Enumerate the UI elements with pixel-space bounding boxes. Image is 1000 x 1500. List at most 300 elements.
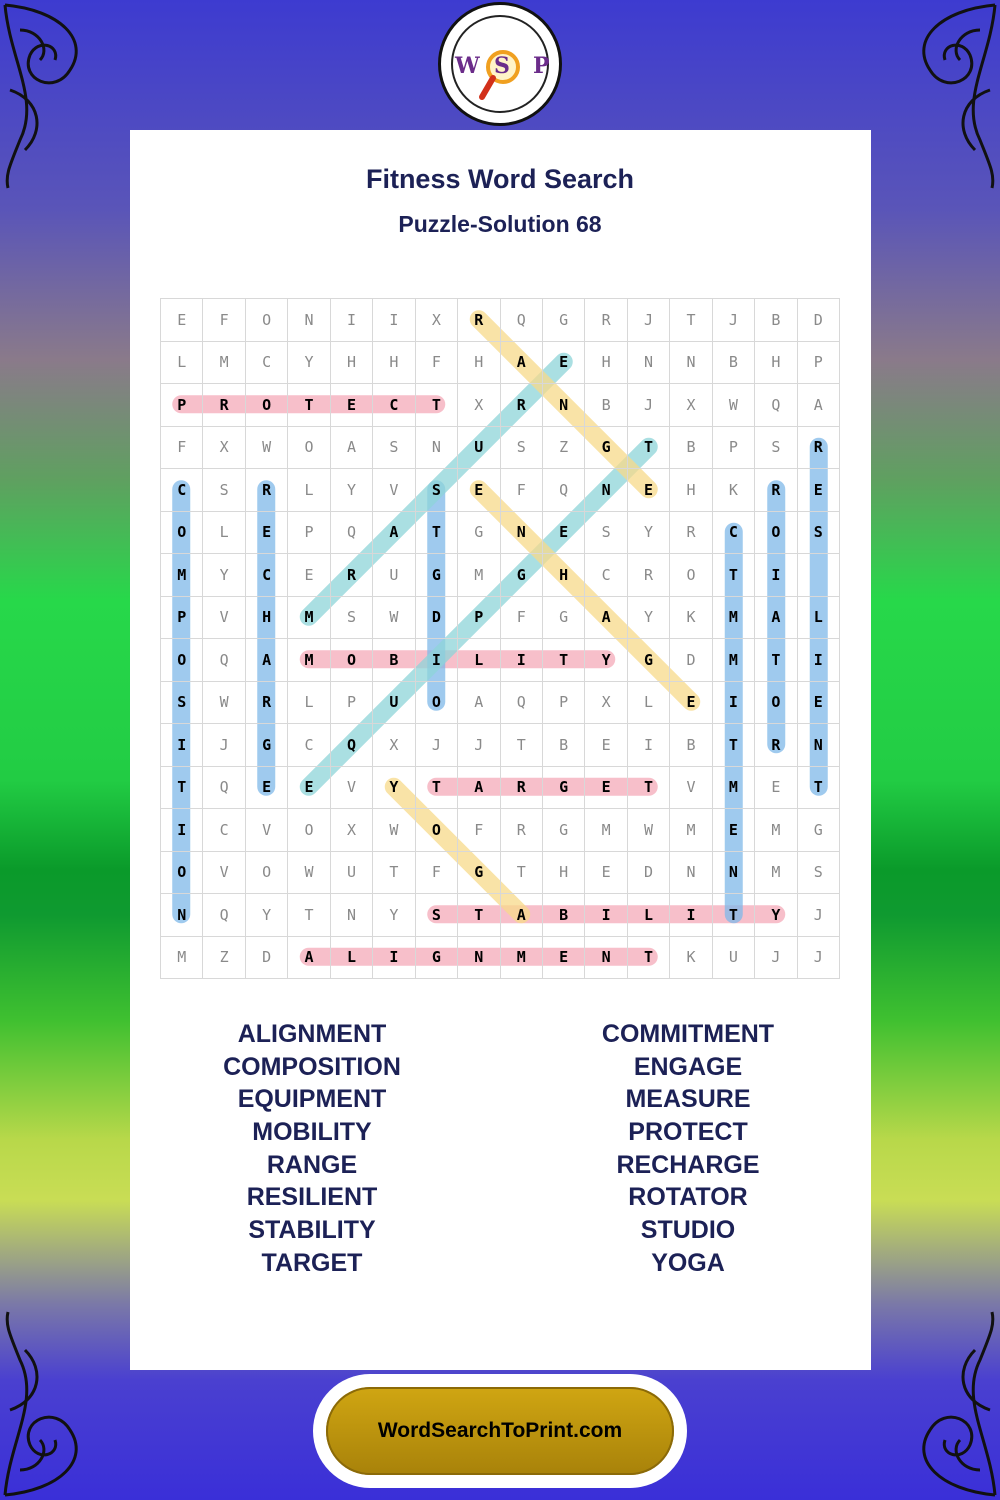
grid-cell[interactable]: G: [415, 936, 457, 979]
grid-cell[interactable]: A: [585, 596, 627, 639]
grid-cell[interactable]: C: [373, 384, 415, 427]
grid-cell[interactable]: S: [755, 426, 797, 469]
logo-letter-p: P: [533, 53, 550, 79]
grid-cell[interactable]: T: [161, 766, 203, 809]
word-item: MEASURE: [625, 1085, 751, 1114]
grid-cell[interactable]: O: [755, 681, 797, 724]
grid-cell[interactable]: E: [330, 384, 372, 427]
grid-cell[interactable]: O: [161, 639, 203, 682]
grid-cell[interactable]: T: [373, 851, 415, 894]
grid-cell[interactable]: O: [755, 511, 797, 554]
word-search-grid: [160, 298, 840, 978]
grid-cell[interactable]: V: [203, 596, 245, 639]
grid-cell[interactable]: O: [245, 299, 287, 342]
grid-cell[interactable]: O: [161, 851, 203, 894]
grid-cell[interactable]: N: [797, 724, 839, 767]
grid-cell[interactable]: L: [330, 936, 372, 979]
grid-cell[interactable]: C: [585, 554, 627, 597]
grid-cell[interactable]: E: [585, 851, 627, 894]
word-item: RANGE: [266, 1150, 358, 1179]
grid-cell[interactable]: L: [797, 596, 839, 639]
grid-cell[interactable]: N: [330, 894, 372, 937]
grid-cell[interactable]: L: [161, 341, 203, 384]
grid-cell[interactable]: T: [670, 299, 712, 342]
grid-cell[interactable]: E: [712, 809, 754, 852]
grid-cell[interactable]: M: [755, 809, 797, 852]
grid-cell[interactable]: T: [627, 936, 669, 979]
grid-cell[interactable]: S: [797, 511, 839, 554]
grid-cell[interactable]: P: [330, 681, 372, 724]
grid-cell[interactable]: T: [712, 554, 754, 597]
grid-cell[interactable]: S: [203, 469, 245, 512]
grid-cell[interactable]: F: [458, 809, 500, 852]
grid-cell[interactable]: H: [330, 341, 372, 384]
grid-cell[interactable]: P: [712, 426, 754, 469]
grid-cell[interactable]: W: [203, 681, 245, 724]
grid-cell[interactable]: W: [245, 426, 287, 469]
grid-cell[interactable]: P: [161, 384, 203, 427]
grid-cell[interactable]: G: [542, 766, 584, 809]
grid-cell[interactable]: J: [797, 936, 839, 979]
grid-cell[interactable]: J: [627, 299, 669, 342]
grid-cell[interactable]: O: [288, 809, 330, 852]
grid-cell[interactable]: B: [542, 894, 584, 937]
grid-cell[interactable]: M: [755, 851, 797, 894]
grid-cell[interactable]: C: [245, 341, 287, 384]
grid-cell[interactable]: K: [712, 469, 754, 512]
grid-cell[interactable]: A: [500, 894, 542, 937]
grid-cell[interactable]: E: [542, 936, 584, 979]
word-list-right: [538, 1018, 838, 1280]
grid-cell[interactable]: Y: [627, 596, 669, 639]
grid-cell[interactable]: N: [670, 851, 712, 894]
grid-cell[interactable]: S: [500, 426, 542, 469]
grid-cell[interactable]: N: [415, 426, 457, 469]
grid-cell[interactable]: A: [500, 341, 542, 384]
grid-cell[interactable]: D: [245, 936, 287, 979]
word-item: PROTECT: [628, 1118, 748, 1147]
grid-cell[interactable]: E: [245, 766, 287, 809]
grid-cell[interactable]: Q: [330, 511, 372, 554]
grid-cell[interactable]: R: [797, 426, 839, 469]
grid-cell[interactable]: Q: [755, 384, 797, 427]
grid-cell[interactable]: R: [755, 724, 797, 767]
grid-cell[interactable]: C: [161, 469, 203, 512]
grid-cell[interactable]: B: [542, 724, 584, 767]
grid-cell[interactable]: I: [330, 299, 372, 342]
grid-cell[interactable]: G: [585, 426, 627, 469]
grid-cell[interactable]: N: [585, 936, 627, 979]
grid-cell[interactable]: W: [373, 809, 415, 852]
word-item: COMPOSITION: [223, 1052, 401, 1081]
grid-cell[interactable]: V: [373, 469, 415, 512]
grid-cell[interactable]: R: [458, 299, 500, 342]
grid-cell[interactable]: I: [585, 894, 627, 937]
grid-cell[interactable]: R: [500, 384, 542, 427]
grid-row: [161, 851, 840, 894]
grid-cell[interactable]: [797, 554, 839, 597]
grid-cell[interactable]: E: [288, 766, 330, 809]
grid-cell[interactable]: Q: [330, 724, 372, 767]
grid-cell[interactable]: R: [245, 469, 287, 512]
grid-row: [161, 384, 840, 427]
word-item: RECHARGE: [616, 1150, 760, 1179]
grid-cell[interactable]: B: [373, 639, 415, 682]
grid-cell[interactable]: A: [288, 936, 330, 979]
grid-cell[interactable]: T: [627, 766, 669, 809]
grid-cell[interactable]: T: [542, 639, 584, 682]
grid-cell[interactable]: H: [670, 469, 712, 512]
grid-cell[interactable]: E: [288, 554, 330, 597]
site-link[interactable]: WordSearchToPrint.com: [326, 1387, 674, 1475]
grid-cell[interactable]: G: [245, 724, 287, 767]
grid-cell[interactable]: Q: [203, 639, 245, 682]
grid-row: [161, 809, 840, 852]
grid-cell[interactable]: O: [670, 554, 712, 597]
word-list-left: [162, 1018, 462, 1280]
grid-cell[interactable]: P: [458, 596, 500, 639]
grid-cell[interactable]: L: [203, 511, 245, 554]
grid-cell[interactable]: J: [627, 384, 669, 427]
word-item: STABILITY: [248, 1216, 376, 1245]
grid-cell[interactable]: N: [288, 299, 330, 342]
grid-cell[interactable]: N: [670, 341, 712, 384]
grid-cell[interactable]: R: [627, 554, 669, 597]
grid-cell[interactable]: T: [458, 894, 500, 937]
grid-cell[interactable]: I: [161, 809, 203, 852]
grid-cell[interactable]: O: [330, 639, 372, 682]
grid-row: [161, 554, 840, 597]
grid-cell[interactable]: R: [500, 766, 542, 809]
grid-cell[interactable]: D: [797, 299, 839, 342]
grid-cell[interactable]: H: [542, 554, 584, 597]
grid-row: [161, 724, 840, 767]
grid-cell[interactable]: L: [627, 894, 669, 937]
grid-cell[interactable]: L: [288, 681, 330, 724]
grid-cell[interactable]: G: [458, 511, 500, 554]
grid-cell[interactable]: Z: [542, 426, 584, 469]
grid-cell[interactable]: B: [755, 299, 797, 342]
flourish-bottom-right-icon: [870, 1310, 1000, 1500]
grid-cell[interactable]: Q: [203, 894, 245, 937]
grid-cell[interactable]: E: [161, 299, 203, 342]
grid-row: [161, 511, 840, 554]
grid-cell[interactable]: Y: [203, 554, 245, 597]
grid-cell[interactable]: X: [330, 809, 372, 852]
grid-cell[interactable]: Q: [500, 299, 542, 342]
word-item: STUDIO: [640, 1216, 736, 1245]
grid-cell[interactable]: A: [330, 426, 372, 469]
grid-cell[interactable]: N: [585, 469, 627, 512]
grid-cell[interactable]: Y: [288, 341, 330, 384]
grid-cell[interactable]: G: [627, 639, 669, 682]
grid-cell[interactable]: T: [712, 894, 754, 937]
grid-cell[interactable]: N: [161, 894, 203, 937]
grid-cell[interactable]: Y: [755, 894, 797, 937]
grid-cell[interactable]: H: [245, 596, 287, 639]
grid-cell[interactable]: I: [755, 554, 797, 597]
grid-cell[interactable]: M: [203, 341, 245, 384]
grid-cell[interactable]: S: [161, 681, 203, 724]
grid-cell[interactable]: M: [458, 554, 500, 597]
grid-cell[interactable]: R: [330, 554, 372, 597]
grid-cell[interactable]: C: [712, 511, 754, 554]
flourish-bottom-left-icon: [0, 1310, 130, 1500]
grid-cell[interactable]: D: [415, 596, 457, 639]
grid-cell[interactable]: V: [203, 851, 245, 894]
grid-cell[interactable]: X: [458, 384, 500, 427]
grid-cell[interactable]: T: [288, 894, 330, 937]
grid-cell[interactable]: O: [415, 681, 457, 724]
grid-row: [161, 299, 840, 342]
grid-cell[interactable]: L: [458, 639, 500, 682]
grid-cell[interactable]: G: [542, 299, 584, 342]
grid-cell[interactable]: A: [245, 639, 287, 682]
grid-cell[interactable]: I: [500, 639, 542, 682]
grid-cell[interactable]: E: [542, 511, 584, 554]
grid-cell[interactable]: T: [415, 511, 457, 554]
grid-cell[interactable]: X: [585, 681, 627, 724]
word-item: COMMITMENT: [601, 1020, 775, 1048]
grid-cell[interactable]: E: [627, 469, 669, 512]
grid-cell[interactable]: A: [458, 766, 500, 809]
page-title: Fitness Word Search: [365, 164, 635, 194]
grid-cell[interactable]: F: [500, 596, 542, 639]
grid-cell[interactable]: P: [161, 596, 203, 639]
grid-row: [161, 596, 840, 639]
grid-cell[interactable]: M: [585, 809, 627, 852]
grid-cell[interactable]: E: [542, 341, 584, 384]
grid-cell[interactable]: E: [797, 681, 839, 724]
grid-cell[interactable]: H: [755, 341, 797, 384]
grid-cell[interactable]: V: [245, 809, 287, 852]
grid-cell[interactable]: M: [712, 639, 754, 682]
grid-cell[interactable]: D: [670, 639, 712, 682]
grid-cell[interactable]: M: [712, 766, 754, 809]
grid-cell[interactable]: Y: [373, 894, 415, 937]
grid-cell[interactable]: O: [415, 809, 457, 852]
grid-row: [161, 894, 840, 937]
word-item: YOGA: [651, 1248, 725, 1277]
grid-cell[interactable]: G: [458, 851, 500, 894]
grid-cell[interactable]: A: [797, 384, 839, 427]
grid-cell[interactable]: P: [542, 681, 584, 724]
grid-cell[interactable]: H: [542, 851, 584, 894]
grid-cell[interactable]: J: [458, 724, 500, 767]
grid-cell[interactable]: C: [288, 724, 330, 767]
grid-cell[interactable]: M: [161, 936, 203, 979]
grid-cell[interactable]: Q: [500, 681, 542, 724]
grid-cell[interactable]: B: [670, 724, 712, 767]
grid-cell[interactable]: O: [161, 511, 203, 554]
grid-cell[interactable]: T: [500, 851, 542, 894]
grid-cell[interactable]: R: [500, 809, 542, 852]
grid-cell[interactable]: I: [415, 639, 457, 682]
grid-cell[interactable]: V: [330, 766, 372, 809]
grid-cell[interactable]: W: [288, 851, 330, 894]
grid-cell[interactable]: V: [670, 766, 712, 809]
grid-cell[interactable]: M: [712, 596, 754, 639]
grid-cell[interactable]: M: [288, 596, 330, 639]
grid-cell[interactable]: J: [755, 936, 797, 979]
grid-cell[interactable]: Y: [585, 639, 627, 682]
grid-cell[interactable]: T: [500, 724, 542, 767]
grid-cell[interactable]: I: [373, 299, 415, 342]
grid-cell[interactable]: X: [373, 724, 415, 767]
grid-cell[interactable]: P: [797, 341, 839, 384]
grid-cell[interactable]: Q: [203, 766, 245, 809]
letter-grid: [160, 298, 840, 979]
grid-cell[interactable]: S: [585, 511, 627, 554]
grid-cell[interactable]: Y: [245, 894, 287, 937]
grid-cell[interactable]: T: [712, 724, 754, 767]
grid-cell[interactable]: C: [245, 554, 287, 597]
grid-cell[interactable]: R: [245, 681, 287, 724]
grid-cell[interactable]: J: [203, 724, 245, 767]
grid-cell[interactable]: F: [415, 851, 457, 894]
grid-cell[interactable]: U: [373, 681, 415, 724]
grid-cell[interactable]: E: [797, 469, 839, 512]
grid-cell[interactable]: E: [670, 681, 712, 724]
grid-cell[interactable]: X: [670, 384, 712, 427]
grid-cell[interactable]: N: [712, 851, 754, 894]
grid-cell[interactable]: I: [670, 894, 712, 937]
word-item: ENGAGE: [633, 1052, 743, 1081]
grid-cell[interactable]: W: [627, 809, 669, 852]
grid-cell[interactable]: M: [670, 809, 712, 852]
grid-cell[interactable]: H: [585, 341, 627, 384]
grid-cell[interactable]: T: [627, 426, 669, 469]
grid-row: [161, 639, 840, 682]
logo-letter-w: W: [455, 53, 480, 79]
grid-cell[interactable]: G: [797, 809, 839, 852]
grid-cell[interactable]: I: [373, 936, 415, 979]
grid-cell[interactable]: Y: [373, 766, 415, 809]
word-item: ROTATOR: [628, 1183, 748, 1212]
grid-cell[interactable]: T: [755, 639, 797, 682]
grid-cell[interactable]: Z: [203, 936, 245, 979]
grid-row: [161, 469, 840, 512]
grid-cell[interactable]: Y: [627, 511, 669, 554]
grid-cell[interactable]: U: [373, 554, 415, 597]
grid-cell[interactable]: T: [288, 384, 330, 427]
grid-cell[interactable]: N: [500, 511, 542, 554]
grid-cell[interactable]: P: [288, 511, 330, 554]
grid-cell[interactable]: I: [161, 724, 203, 767]
grid-cell[interactable]: A: [458, 681, 500, 724]
word-item: RESILIENT: [246, 1183, 378, 1212]
page-subtitle: Puzzle-Solution 68: [398, 211, 602, 237]
grid-cell[interactable]: E: [245, 511, 287, 554]
grid-cell[interactable]: J: [415, 724, 457, 767]
grid-cell[interactable]: W: [712, 384, 754, 427]
word-item: TARGET: [261, 1248, 363, 1277]
grid-cell[interactable]: K: [670, 596, 712, 639]
grid-cell[interactable]: U: [712, 936, 754, 979]
grid-cell[interactable]: G: [542, 596, 584, 639]
grid-cell[interactable]: T: [797, 766, 839, 809]
grid-cell[interactable]: N: [458, 936, 500, 979]
grid-cell[interactable]: G: [500, 554, 542, 597]
grid-cell[interactable]: N: [542, 384, 584, 427]
grid-cell[interactable]: G: [542, 809, 584, 852]
grid-cell[interactable]: R: [670, 511, 712, 554]
grid-cell[interactable]: W: [373, 596, 415, 639]
grid-cell[interactable]: I: [797, 639, 839, 682]
grid-cell[interactable]: I: [627, 724, 669, 767]
grid-cell[interactable]: J: [797, 894, 839, 937]
grid-cell[interactable]: S: [373, 426, 415, 469]
grid-cell[interactable]: D: [627, 851, 669, 894]
grid-cell[interactable]: M: [288, 639, 330, 682]
grid-cell[interactable]: S: [415, 894, 457, 937]
word-item: ALIGNMENT: [237, 1020, 387, 1048]
grid-row: [161, 341, 840, 384]
grid-cell[interactable]: Q: [542, 469, 584, 512]
grid-cell[interactable]: R: [585, 299, 627, 342]
grid-cell[interactable]: A: [755, 596, 797, 639]
flourish-top-left-icon: [0, 0, 130, 190]
word-item: MOBILITY: [252, 1118, 372, 1147]
grid-cell[interactable]: L: [288, 469, 330, 512]
grid-cell[interactable]: G: [415, 554, 457, 597]
grid-cell[interactable]: R: [755, 469, 797, 512]
grid-cell[interactable]: H: [458, 341, 500, 384]
grid-cell[interactable]: E: [458, 469, 500, 512]
grid-cell[interactable]: I: [712, 681, 754, 724]
grid-cell[interactable]: Y: [330, 469, 372, 512]
grid-cell[interactable]: S: [415, 469, 457, 512]
grid-cell[interactable]: T: [415, 766, 457, 809]
grid-cell[interactable]: T: [415, 384, 457, 427]
grid-cell[interactable]: B: [712, 341, 754, 384]
grid-cell[interactable]: N: [627, 341, 669, 384]
wsp-logo: [438, 2, 562, 126]
grid-cell[interactable]: E: [755, 766, 797, 809]
grid-cell[interactable]: O: [245, 384, 287, 427]
grid-cell[interactable]: S: [330, 596, 372, 639]
grid-cell[interactable]: X: [203, 426, 245, 469]
grid-cell[interactable]: F: [415, 341, 457, 384]
grid-cell[interactable]: C: [203, 809, 245, 852]
grid-row: [161, 426, 840, 469]
footer-badge: [313, 1374, 687, 1488]
grid-cell[interactable]: O: [245, 851, 287, 894]
grid-cell[interactable]: J: [712, 299, 754, 342]
grid-cell[interactable]: H: [373, 341, 415, 384]
grid-cell[interactable]: A: [373, 511, 415, 554]
grid-cell[interactable]: E: [585, 724, 627, 767]
grid-cell[interactable]: B: [670, 426, 712, 469]
grid-cell[interactable]: L: [627, 681, 669, 724]
grid-cell[interactable]: K: [670, 936, 712, 979]
grid-cell[interactable]: F: [203, 299, 245, 342]
grid-cell[interactable]: B: [585, 384, 627, 427]
grid-cell[interactable]: F: [500, 469, 542, 512]
grid-cell[interactable]: R: [203, 384, 245, 427]
grid-cell[interactable]: F: [161, 426, 203, 469]
grid-cell[interactable]: M: [500, 936, 542, 979]
grid-row: [161, 936, 840, 979]
grid-cell[interactable]: S: [797, 851, 839, 894]
grid-cell[interactable]: X: [415, 299, 457, 342]
grid-cell[interactable]: U: [330, 851, 372, 894]
grid-cell[interactable]: U: [458, 426, 500, 469]
grid-cell[interactable]: M: [161, 554, 203, 597]
grid-cell[interactable]: O: [288, 426, 330, 469]
word-item: EQUIPMENT: [237, 1085, 387, 1114]
grid-cell[interactable]: E: [585, 766, 627, 809]
